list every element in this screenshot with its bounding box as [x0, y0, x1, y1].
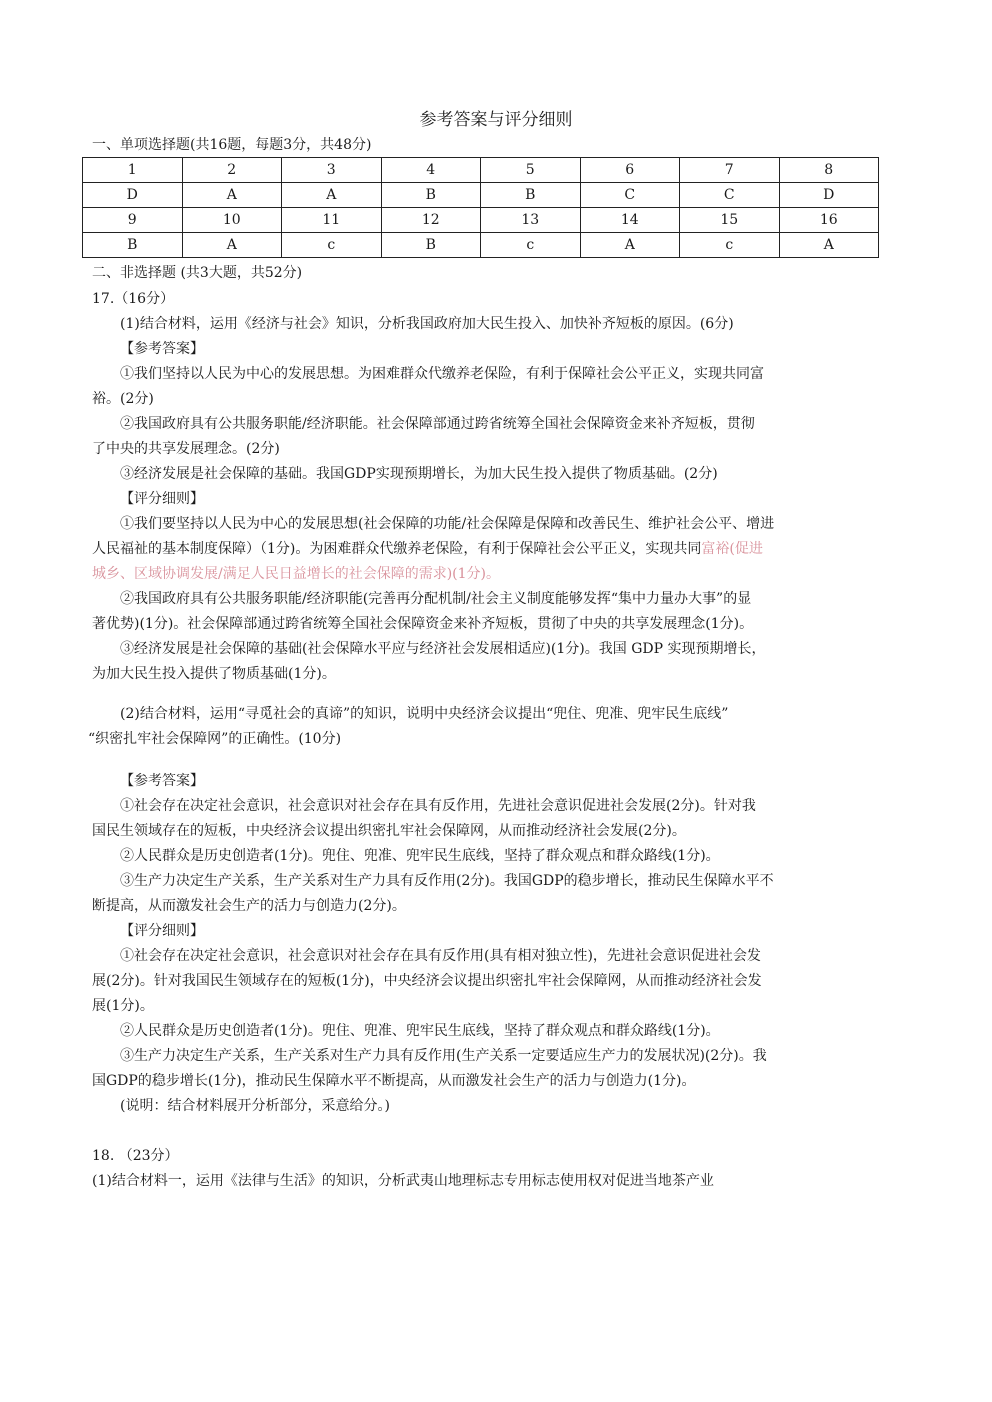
question-number-cell: 13	[481, 208, 581, 233]
answer-cell: c	[282, 233, 382, 258]
question-number-cell: 6	[580, 158, 680, 183]
question-number-cell: 15	[680, 208, 780, 233]
answer-row	[83, 233, 879, 258]
question-number-cell: 10	[182, 208, 282, 233]
q17-1-ref-3: ③经济发展是社会保障的基础。我国GDP实现预期增长，为加大民生投入提供了物质基础。(2分)	[120, 466, 718, 482]
answer-cell: A	[182, 233, 282, 258]
question-number-cell: 2	[182, 158, 282, 183]
ref-answer-label: 【参考答案】	[120, 341, 204, 357]
question-number-cell: 16	[779, 208, 879, 233]
q17-1-score-1b	[92, 538, 763, 560]
q17-2-ref-3a: ③生产力决定生产关系，生产关系对生产力具有反作用(2分)。我国GDP的稳步增长，推动民生保障水平不	[120, 873, 774, 889]
scoring-label: 【评分细则】	[120, 923, 204, 939]
q17-1-ref-2a: ②我国政府具有公共服务职能/经济职能。社会保障部通过跨省统筹全国社会保障资金来补齐短板，贯彻	[120, 416, 755, 432]
answer-cell: A	[282, 183, 382, 208]
answer-table	[82, 157, 879, 258]
answer-cell: A	[182, 183, 282, 208]
q17-1-score-2a: ②我国政府具有公共服务职能/经济职能(完善再分配机制/社会主义制度能够发挥“集中力量办大事”的显	[120, 591, 752, 607]
ref-answer-label: 【参考答案】	[120, 773, 204, 789]
q17-2-question-a: (2)结合材料，运用“寻觅社会的真谛”的知识，说明中央经济会议提出“兜住、兜准、兜牢民生底线”	[120, 706, 729, 722]
q17-1-ref-1b: 裕。(2分)	[92, 391, 154, 407]
question-number-row	[83, 208, 879, 233]
answer-cell: A	[779, 233, 879, 258]
answer-cell: c	[481, 233, 581, 258]
answer-cell: C	[580, 183, 680, 208]
q17-2-score-2: ②人民群众是历史创造者(1分)。兜住、兜准、兜牢民生底线，坚持了群众观点和群众路线(1分)。	[120, 1023, 720, 1039]
answer-cell: B	[381, 183, 481, 208]
q17-2-score-1a: ①社会存在决定社会意识，社会意识对社会存在具有反作用(具有相对独立性)，先进社会意识促进社会发	[120, 948, 761, 964]
q18-1-question: (1)结合材料一，运用《法律与生活》的知识，分析武夷山地理标志专用标志使用权对促进当地茶产业	[92, 1173, 714, 1189]
q17-1-score-3a: ③经济发展是社会保障的基础(社会保障水平应与经济社会发展相适应)(1分)。我国 GDP 实现预期增长，	[120, 641, 766, 657]
q17-1-score-3b: 为加大民生投入提供了物质基础(1分)。	[92, 666, 336, 682]
question-number-cell: 4	[381, 158, 481, 183]
q17-2-score-1b: 展(2分)。针对我国民生领域存在的短板(1分)，中央经济会议提出织密扎牢社会保障网，从而推动经济社会发	[92, 973, 762, 989]
q17-2-score-3a: ③生产力决定生产关系，生产关系对生产力具有反作用(生产关系一定要适应生产力的发展状况)(2分)。我	[120, 1048, 767, 1064]
answer-cell: C	[680, 183, 780, 208]
answer-cell: B	[83, 233, 183, 258]
answer-cell: c	[680, 233, 780, 258]
q17-2-question-b: “织密扎牢社会保障网”的正确性。(10分)	[88, 731, 342, 747]
question-number-cell: 14	[580, 208, 680, 233]
answer-cell: D	[779, 183, 879, 208]
question-number-cell: 7	[680, 158, 780, 183]
q17-1-score-2b: 著优势)(1分)。社会保障部通过跨省统筹全国社会保障资金来补齐短板，贯彻了中央的共享发展理念(1分)。	[92, 616, 754, 632]
q17-1-score-1b-text: 人民福祉的基本制度保障）（1分)。为困难群众代缴养老保险，有利于保障社会公平正义，实现共同	[92, 541, 702, 557]
question-number-cell: 3	[282, 158, 382, 183]
q17-2-ref-2: ②人民群众是历史创造者(1分)。兜住、兜准、兜牢民生底线，坚持了群众观点和群众路线(1分)。	[120, 848, 720, 864]
answer-cell: A	[580, 233, 680, 258]
answer-cell: D	[83, 183, 183, 208]
section1-heading: 一、单项选择题(共16题，每题3分，共48分)	[92, 137, 372, 153]
question-number-cell: 1	[83, 158, 183, 183]
q17-2-ref-3b: 断提高，从而激发社会生产的活力与创造力(2分)。	[92, 898, 406, 914]
highlight-text: 富裕(促进	[701, 541, 763, 557]
question-number-cell: 11	[282, 208, 382, 233]
scoring-label: 【评分细则】	[120, 491, 204, 507]
q17-heading: 17.（16分）	[92, 291, 175, 307]
q17-1-question: (1)结合材料，运用《经济与社会》知识，分析我国政府加大民生投入、加快补齐短板的原因。(6分)	[120, 316, 734, 332]
q18-heading: 18. （23分）	[92, 1148, 179, 1164]
q17-1-score-1c-highlight: 城乡、区域协调发展/满足人民日益增长的社会保障的需求)(1分)。	[92, 566, 501, 582]
q17-1-ref-1a: ①我们坚持以人民为中心的发展思想。为困难群众代缴养老保险，有利于保障社会公平正义，实现共同富	[120, 366, 764, 382]
answer-row	[83, 183, 879, 208]
q17-2-score-3b: 国GDP的稳步增长(1分)，推动民生保障水平不断提高，从而激发社会生产的活力与创造力(1分)。	[92, 1073, 696, 1089]
question-number-cell: 12	[381, 208, 481, 233]
question-number-row	[83, 158, 879, 183]
q17-2-score-1c: 展(1分)。	[92, 998, 154, 1014]
section2-heading: 二、非选择题 (共3大题，共52分)	[92, 265, 303, 281]
answer-cell: B	[481, 183, 581, 208]
q17-1-ref-2b: 了中央的共享发展理念。(2分)	[92, 441, 280, 457]
q17-2-ref-1a: ①社会存在决定社会意识，社会意识对社会存在具有反作用，先进社会意识促进社会发展(2分)。针对我	[120, 798, 756, 814]
q17-2-ref-1b: 国民生领域存在的短板，中央经济会议提出织密扎牢社会保障网，从而推动经济社会发展(2分)。	[92, 823, 686, 839]
page-title: 参考答案与评分细则	[419, 110, 573, 130]
answer-cell: B	[381, 233, 481, 258]
question-number-cell: 9	[83, 208, 183, 233]
question-number-cell: 8	[779, 158, 879, 183]
q17-1-score-1a: ①我们要坚持以人民为中心的发展思想(社会保障的功能/社会保障是保障和改善民生、维护社会公平、增进	[120, 516, 775, 532]
q17-2-note: (说明：结合材料展开分析部分，采意给分。)	[120, 1098, 390, 1114]
question-number-cell: 5	[481, 158, 581, 183]
